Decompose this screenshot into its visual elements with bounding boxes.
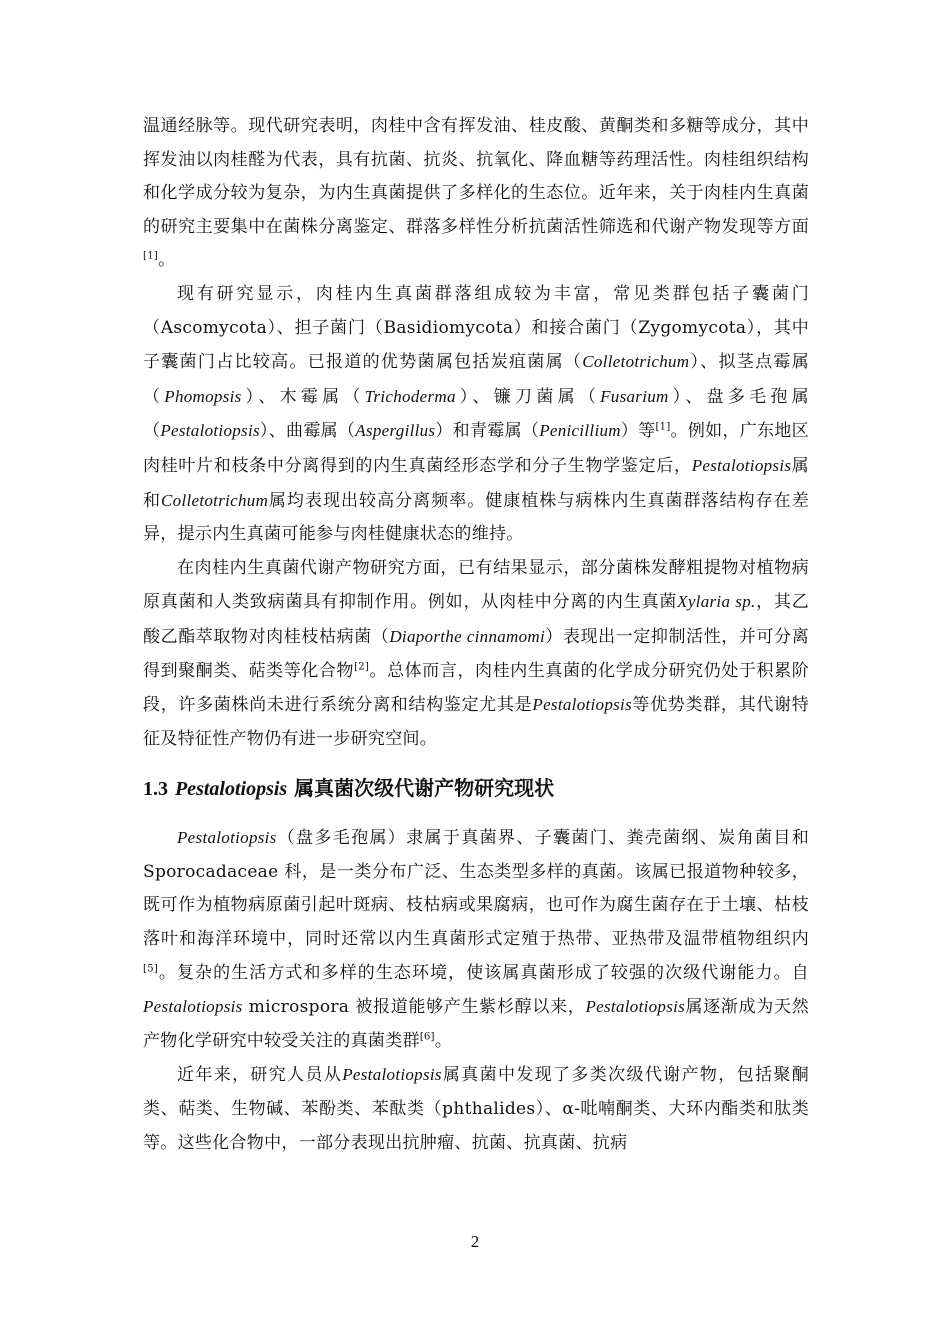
genus-name: Pestalotiopsis xyxy=(691,455,792,475)
paragraph-5 xyxy=(143,1058,809,1160)
paragraph-text: 。 xyxy=(434,1030,453,1051)
genus-name: Pestalotiopsis xyxy=(342,1065,442,1085)
genus-name: Trichoderma xyxy=(364,386,456,406)
body-text xyxy=(143,110,809,1160)
paragraph-text: ）、盘多毛孢属（ xyxy=(143,386,809,442)
paragraph-text: 属逐渐成为天然产物化学研究中较受关注的真菌类群 xyxy=(143,997,809,1051)
paragraph-text: 温通经脉等。现代研究表明，肉桂中含有挥发油、桂皮酸、黄酮类和多糖等成分，其中挥发油以肉桂醛为代表，具有抗菌、抗炎、抗氧化、降血糖等药理活性。肉桂组织结构和化学成分较为复杂，为内生真菌提供了多样化的生态位。近年来，关于肉桂内生真菌的研究主要集中在菌株分离鉴定、群落多样性分析抗菌活性筛选和代谢产物发现等方面 xyxy=(143,116,809,237)
genus-name: Penicillium xyxy=(539,421,621,441)
paragraph-2 xyxy=(143,278,809,552)
genus-name: Fusarium xyxy=(600,386,669,406)
genus-name: Pestalotiopsis xyxy=(160,421,260,441)
genus-name: Pestalotiopsis xyxy=(532,695,632,715)
paragraph-text: 近年来，研究人员从 xyxy=(177,1065,343,1086)
paragraph-text: 。复杂的生活方式和多样的生态环境，使该属真菌形成了较强的次级代谢能力。自 xyxy=(158,962,809,983)
page-number: 2 xyxy=(470,1232,480,1251)
paragraph-text: 。例如，广东地区肉桂叶片和枝条中分离得到的内生真菌经形态学和分子生物学鉴定后， xyxy=(143,421,809,476)
genus-name: Pestalotiopsis xyxy=(585,997,686,1017)
genus-name: Phomopsis xyxy=(164,386,242,406)
paragraph-text: 现有研究显示，肉桂内生真菌群落组成较为丰富，常见类群包括子囊菌门（Ascomycota）、担子菌门（Basidiomycota）和接合菌门（Zygomycota），其中子囊菌门占比较高。已报道的优势菌属包括炭疽菌属（ xyxy=(143,283,809,373)
paragraph-text: 在肉桂内生真菌代谢产物研究方面，已有结果显示，部分菌株发酵粗提物对植物病原真菌和人类致病菌具有抑制作用。例如，从肉桂中分离的内生真菌 xyxy=(143,557,809,613)
paragraph-1 xyxy=(143,110,809,278)
genus-name: Colletotrichum xyxy=(161,490,269,510)
paragraph-text: ）、曲霉属（ xyxy=(259,421,356,442)
paragraph-text: 属和 xyxy=(143,455,809,511)
paragraph-text: 。总体而言，肉桂内生真菌的化学成分研究仍处于积累阶段，许多菌株尚未进行系统分离和结构鉴定尤其是 xyxy=(143,660,809,716)
paragraph-text: ）、镰刀菌属（ xyxy=(455,386,601,407)
genus-name: Pestalotiopsis xyxy=(174,778,288,801)
paragraph-text: ）等 xyxy=(620,421,656,442)
genus-name: Aspergillus xyxy=(355,421,436,441)
citation: [1] xyxy=(143,250,159,262)
paragraph-text: ）表现出一定抑制活性，并可分离得到聚酮类、萜类等化合物 xyxy=(143,626,809,681)
paragraph-text: 。 xyxy=(158,250,176,271)
citation: [1] xyxy=(655,421,671,433)
citation: [6] xyxy=(419,1031,435,1043)
section-number: 1.3 xyxy=(143,778,168,801)
citation: [2] xyxy=(354,660,370,672)
paragraph-text: 属真菌中发现了多类次级代谢产物，包括聚酮类、萜类、生物碱、苯酚类、苯酞类（phthalides）、α-吡喃酮类、大环内酯类和肽类等。这些化合物中，一部分表现出抗肿瘤、抗菌、抗真菌、抗病 xyxy=(143,1065,810,1153)
paragraph-text: 属均表现出较高分离频率。健康植株与病株内生真菌群落结构存在差异，提示内生真菌可能参与肉桂健康状态的维持。 xyxy=(143,490,809,545)
section-heading xyxy=(143,768,809,809)
genus-name: Colletotrichum xyxy=(582,352,690,372)
genus-name: Pestalotiopsis xyxy=(177,828,277,848)
paragraph-text: ）、木霉属（ xyxy=(241,386,365,407)
species-name: Diaporthe cinnamomi xyxy=(389,626,546,646)
genus-name: Pestalotiopsis xyxy=(143,997,243,1017)
paragraph-text: ）、拟茎点霉属（ xyxy=(143,352,810,407)
section-title: 属真菌次级代谢产物研究现状 xyxy=(294,776,555,801)
paragraph-text: 等优势类群，其代谢特征及特征性产物仍有进一步研究空间。 xyxy=(143,695,809,749)
paragraph-text: microspora 被报道能够产生紫杉醇以来， xyxy=(242,997,586,1018)
paragraph-text: ，其乙酸乙酯萃取物对肉桂枝枯病菌（ xyxy=(143,592,809,647)
paragraph-3 xyxy=(143,552,809,757)
paragraph-text: （盘多毛孢属）隶属于真菌界、子囊菌门、粪壳菌纲、炭角菌目和 Sporocadaceae 科，是一类分布广泛、生态类型多样的真菌。该属已报道物种较多，既可作为植物病原菌引起叶斑病、枝枯病或果腐病，也可作为腐生菌存在于土壤、枯枝落叶和海洋环境中，同时还常以内生真菌形式定殖于热带、亚热带及温带植物组织内 xyxy=(143,828,809,950)
citation: [5] xyxy=(143,963,159,974)
paragraph-4 xyxy=(143,821,809,1058)
paragraph-text: ）和青霉属（ xyxy=(435,421,540,442)
species-name: Xylaria sp. xyxy=(677,592,756,612)
